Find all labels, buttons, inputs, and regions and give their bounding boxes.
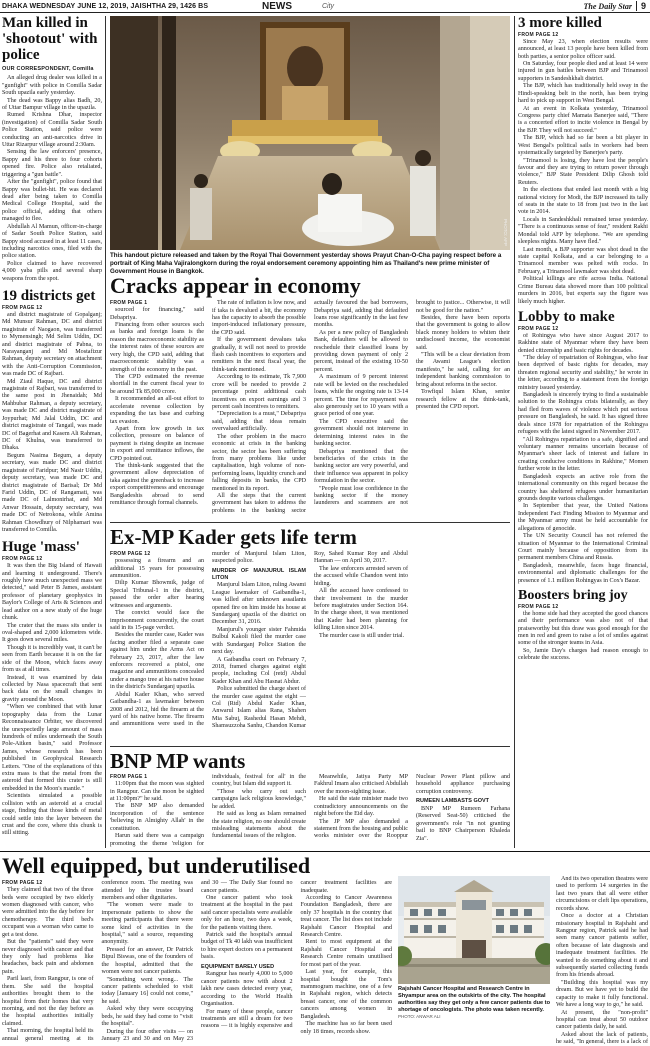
headline: Man killed in 'shootout' with police — [2, 16, 98, 63]
continued-from: FROM PAGE 12 — [518, 603, 559, 610]
section-rule — [110, 522, 510, 523]
paragraph: After the "gunfight", police found that Bappy was bullet-hit. He was declared dead after being taken to Comilla Medical College Hospital, said the police official, adding that others managed to flee. — [2, 179, 102, 223]
paragraph: EQUIPMENT BARELY USED — [201, 963, 275, 970]
paragraph: Bangladesh, meanwhile, faces huge financial, environmental and diplomatic challenges for the presence of 1.1 million Rohingyas in Cox's Bazar. — [518, 562, 648, 584]
masthead-date: DHAKA WEDNESDAY JUNE 12, 2019, JAISHTHA 29, 1426 BS — [2, 2, 209, 10]
caption-text: Rajshahi Cancer Hospital and Research Centre in Shyampur area on the outskirts of the city. The hospital authorities say they get only a few cancer patients due to shortage of oncologists. The photo was taken recently. — [398, 986, 551, 1013]
paragraph: 11:00pm that the moon was sighted in Rangpur. Can the moon be sighted at 11:00pm?" he said. — [110, 781, 204, 802]
paragraph: The BJP, which has traditionally held sway in the Hindi-speaking belt in the north, has been trying hard to pick up support in West Bengal. — [518, 83, 648, 105]
paragraph: The dead was Bappy alias Badh, 20, of Uttar Bampur village in the upazila. — [2, 97, 102, 111]
article-body — [110, 774, 510, 848]
paragraph: For many of these people, cancer treatments are still a dream for two reasons — it is highly expensive and cancer treatment facilities are inadequate. — [201, 880, 392, 1030]
paragraph: Manjurul Islam Liton, ruling Awami League lawmaker of Gaibandha-1, was killed after unknown assailants opened fire on him inside his house at Sundarganj upazila of the district on December 31, 2016. — [212, 582, 306, 626]
paragraph: The other problem in the macro economic at crisis in the banking sector, the sector has been suffering from many problems like under capitalisation, high volume of non-performing loans, liquidity crunch and falling deposits in banks, the CPD mentioned in its report. — [212, 433, 306, 492]
paragraph: Rangpur has nearly 4,000 to 5,000 cancer patients now with about 2 lakh new cases detected every year, according to the World Health Organisation. — [201, 971, 293, 1008]
paragraph: Md Ziaul Haque, DC and district magistrate of Rajbari, was transferred to the same post in Jhenaidah; Md Mahbubar Rahman, a deputy secretary, was made DC and district magistrate of Joypurhat; Md Jalal Uddin, DC and district magistrate of Tangail, was made DC of Bagerhat and Kasem Ali Rahman, DC of Khulna, was transferred to Dhaka. — [2, 378, 102, 452]
paragraph: The murder case is still under trial. — [319, 632, 405, 639]
headline: Well equipped, but underutilised — [2, 854, 311, 878]
headline: Boosters bring joy — [518, 588, 628, 604]
paragraph: Instead, it was examined by data collected by Nasa spacecraft that sent back data on the small changes in gravity around the Moon. — [2, 674, 102, 703]
paragraph: Apart from low growth in tax collection, pressure on balance of payment is rising despite an increase in export and remittance inflows, the CPD pointed out. — [110, 425, 204, 462]
paragraph: The crater that the mass sits under is oval-shaped and 2,000 kilometres wide. It goes down several miles. — [2, 622, 102, 644]
paragraph: The law enforcers arrested seven of the accused while Chandon went into hiding. — [314, 565, 408, 587]
photo-credit: PHOTO: AFP — [503, 219, 508, 246]
continued-from: FROM PAGE 12 — [2, 304, 43, 311]
paragraph-list — [110, 774, 510, 848]
story-bnp-mp — [110, 750, 510, 848]
hospital-photo — [398, 876, 550, 984]
paragraph: Sensing the law enforcers' presence, Bappy and his three to four cohorts opened fire. Police also retaliated, triggering a "gun battle". — [2, 149, 102, 178]
paragraph: The machine has so far been used only 18 times, records show. — [300, 1021, 392, 1035]
paragraph: "Trinamool is losing, they have lost the people's favour and they are trying to return power through violence," BJP State President Dilip Ghosh told Reuters. — [518, 157, 648, 186]
thai-pm-photo-image — [110, 16, 510, 250]
paragraph: All the accused have confessed to their involvement in the murder before magistrates under Section 164. In the charge sheet, it was mentioned that Kader had been planning for killing Liton since 2014. — [314, 588, 408, 632]
paragraph: Once a doctor at a Christian missionary hospital in Rajshahi and Rangpur region, Patrick said he had seen many cancer patients suffer, often because of late diagnosis and inadequate treatment facilities. He wanted to do something about it and subsequently started collecting funds from his friends abroad. — [556, 913, 648, 979]
paragraph: BNP MP Rumeen Farhana (Reserved Seat-50) criticised the government's role "in not granting bail to BNP Chairperson Khaleda Zia". — [416, 806, 510, 842]
hospital-photo-image — [398, 876, 550, 984]
paragraph: Scientists simulated a possible collision with an asteroid at a crucial stage, finding that those kinds of metal could settle into the layer between the crust and the core, where this chunk is still sitting. — [2, 793, 102, 837]
paragraph: Meanwhile, Jatiya Party MP Fakhrul Imam also criticised Abdullah over the moon-sighting issue. — [314, 774, 408, 795]
paragraph: Asked about the lack of patients, he said, "In general, there is a lack of — [556, 1031, 648, 1044]
paragraph-list — [110, 300, 510, 516]
headline: Cracks appear in economy — [110, 274, 361, 298]
paragraph: MURDER OF MANJURUL ISLAM LITON — [212, 567, 306, 581]
paragraph: "Those who carry out such campaigns lack religious knowledge," he added. — [212, 788, 306, 810]
paragraph: The convict would face the imprisonment concurrently, the court said in its 15-page verdict. — [110, 610, 204, 631]
continued-from: FROM PAGE 12 — [2, 880, 43, 887]
paragraph: Financing from other sources such as banks and foreign loans is the reason the macroeconomic stability as the interest rates of these sources are very high, the CPD said, adding that macroeconomic stability was a strength of the economy in the past. — [110, 322, 204, 373]
paragraph: Since May 23, when election results were announced, at least 13 people have been killed from both parties, a senior police officer said. — [518, 38, 648, 60]
paragraph: of Rohingya who have since August 2017 to Rakhine state of Myanmar where they have been denied citizenship and basic rights for decades. — [518, 332, 648, 354]
paragraph: A maximum of 9 percent interest rate will be levied on the rescheduled loans, while the ongoing rate is 13-14 percent. The time for repayment was also generously set to 10 years with a grace period of one year. — [314, 374, 408, 418]
paragraph: Rumed Krishna Dhar, inspector (investigation) of Comilla Sadar South Police Station, said police were conducting an anti-narcotics drive in Uttar Rizarpur village around 2:30am. — [2, 112, 102, 149]
paragraph: A Gaibandha court on February 7, 2018, framed charges against eight people, including Col (retd) Abdul Kader Khan and Abu Hasnat Abdur. — [212, 656, 306, 685]
headline: Ex-MP Kader gets life term — [110, 526, 357, 549]
paragraph: The think-tank suggested that the government allow depreciation of taka against the greenback to increase export competitiveness and encourage Bangladeshis abroad to send remittance through formal channels. — [110, 463, 204, 507]
continued-from: FROM PAGE 12 — [518, 325, 559, 332]
paragraph: Abdullah Al Mamun, officer-in-charge of Sadar South Police Station, said Bappy stood accused in at least 11 cases, including narcotics ones, filed with the police station. — [2, 223, 102, 260]
paragraph: "When we combined that with lunar topography data from the Lunar Reconnaissance Orbiter, we discovered the unexpectedly large amount of mass hundreds of miles underneath the South Pole-Aitken basin," said Professor James, whose research has been published in Geophysical Research Letters. "One of the explanations of this extra mass is that the metal from the asteroid that formed this crater is still embedded in the Moon's mantle." — [2, 704, 102, 792]
paragraph: Police submitted the charge sheet of the murder case against the eight — Col (Rtd) Abdul Kader Khan, Anwarul Islam alias Rana, Shahen Mia Sabuj, Rashedul Hasan Mehdi, Shamsuzzoha Sanhu, Chandon Kumar Roy, Sahed Kumar Roy and Abdul Hannan — on April 30, 2017. — [212, 551, 408, 730]
continued-from: FROM PAGE 1 — [110, 300, 148, 307]
paragraph: He said as long as Islam remained the state religion, no one should create misleading statements about the fundamental issues of the religion. — [212, 811, 306, 840]
headline: BNP MP wants — [110, 750, 246, 773]
paragraph: Though it is incredibly vast, it can't be seen from Earth because it is on the far side of the Moon, which faces away from us at all times. — [2, 644, 102, 674]
paragraph: The UN Security Council has not referred the situation of Myanmar to the International Criminal Court mainly because of opposition from its permanent members China and Russia. — [518, 533, 648, 562]
paragraph: As per a new policy of Bangladesh Bank, defaulters will be allowed to reschedule their classified loans by providing down payment of only 2 percent, instead of the existing 10-50 percent. — [314, 329, 408, 373]
paragraph: Towfiqul Islam Khan, senior research fellow at the think-tank, presented the CPD report. — [416, 389, 510, 410]
paragraph: The BJP, which had so far been a bit player in West Bengal's political sails in workers had been systematically targeted by Banerjee's party. — [518, 135, 648, 157]
paragraph: "Depreciation is a must," Debapriya said, adding that ideas remain overvalued artificially. — [212, 411, 306, 433]
paragraph: If the government devalues taka gradually, it will not need to provide flash cash incentives to exporters and remitters in the next fiscal year, the think-tank mentioned. — [212, 337, 306, 373]
hospital-photo-caption — [398, 986, 550, 1021]
headline: 3 more killed — [518, 16, 602, 31]
paragraph: On Saturday, four people died and at least 14 were injured in gun battles between BJP and Trinamool supporters in Sandeshkhali district. — [518, 61, 648, 82]
story-ex-mp-kader — [110, 526, 510, 744]
section-rule — [0, 851, 650, 852]
paragraph: "The women were made to impersonate patients to show the meeting participants that there were some kind of activities in the hospital," said a source, requesting anonymity. — [101, 902, 193, 946]
paragraph: According to Cancer Awareness Foundation Bangladesh, there are only 37 hospitals in the country that treat cancer. The list does not include Rajshahi Cancer Hospital and Research Centre. — [300, 894, 392, 939]
story-man-killed — [2, 16, 102, 283]
paragraph: Besides, there have been reports that the government is going to allow black money holders to whiten their undisclosed income, the economist said. — [416, 314, 510, 351]
article-body — [110, 300, 510, 516]
paragraph: Last year, for example, this hospital bought the Tom's mammogram machine, one of a few in Rajshahi region, which detects breast cancer, one of the common cancers among women in Bangladesh. — [300, 969, 392, 1020]
paragraph: Abdul Kader Khan, who served Gaibandha-1 as lawmaker between 2008 and 2012, hid the firearm at the yard of his native home. The firearm and ammunitions were used in the murder of Manjurul Islam Liton, suspected police. — [110, 551, 306, 728]
story-19-districts — [2, 289, 102, 534]
masthead — [0, 0, 650, 13]
story-cracks-economy — [110, 274, 510, 520]
paragraph-list — [556, 876, 648, 1044]
paragraph: The CPD estimated the revenue shortfall in the current fiscal year to be around Tk 85,000 crore. — [110, 373, 204, 395]
headline: Lobby to make — [518, 308, 615, 325]
masthead-city: City — [322, 2, 335, 10]
paragraph: sourced for financing," said Debapriya. — [110, 307, 204, 321]
paragraph: Debapriya mentioned that the beneficiaries of the crisis in the banking sector are very powerful, and their influence was apparent in policy formulation in the sector. — [314, 448, 408, 485]
column-rule — [105, 16, 106, 848]
paragraph: An alleged drug dealer was killed in a "gunfight" with police in Comilla Sadar South upazila early yesterday. — [2, 75, 102, 97]
headline: Huge 'mass' — [2, 539, 80, 556]
paragraph: During the four other visits — on January 23 and 30 and on May 23 and 30 — The Daily Star found no cancer patients. — [101, 880, 293, 1042]
paragraph: Asked why they were occupying beds, he said they had come to "visit the hospital". — [101, 1006, 193, 1028]
paragraph: and district magistrate of Gopalganj; Md Munsur Rahman, DC and district magistrate of Naogaon, was transferred to Mymensingh; Md Selim Uddin, DC and district magistrate of Pabna, to Narayanganj and Md Mostafizur Rahman, deputy secretary on attachment with the Anti-Corruption Commission, was made DC of Rajbari. — [2, 311, 102, 378]
byline: OUR CORRESPONDENT, Comilla — [2, 66, 94, 73]
article-body — [110, 551, 510, 743]
paragraph: The JP MP also demanded a statement from the housing and public works minister over the Rooppur Nuclear Power Plant pillow and household appliance purchasing corruption controversy. — [314, 774, 510, 840]
paragraph: Manjurul's younger sister Fahmida Bulbul Kakoli filed the murder case with Sundarganj Police Station the next day. — [212, 626, 306, 656]
headline: 19 districts get — [2, 288, 96, 305]
paragraph: He said the state minister made two contradictory announcements on the night before the Eid day. — [314, 796, 408, 818]
paragraph: "This will be a clear deviation from the Awami League's election manifesto," he said, calling for an independent banking commission to bring about reforms in the sector. — [416, 352, 510, 388]
story-well-equipped-continued — [556, 876, 648, 1044]
paragraph: Paril lasri, from Rangpur, is one of them. She said the hospital authorities brought them to the hospital from their homes that very morning, and not the day before as the hospital authorities initially claimed. — [2, 976, 94, 1027]
thai-pm-photo — [110, 16, 510, 250]
paragraph: "Building this hospital was my dream. But we have yet to build the capacity to make it fully functional. We have a long way to go," he said. — [556, 979, 648, 1009]
paragraph: Bangladesh is sincerely trying to find a sustainable solution to the Rohingya crisis bilaterally, as they had fled from waves of violence which put serious pressure on Bangladesh, he said. It has signed three deals since 1978 for repatriation of the Rohingya refugees with the latest signed in November 2017. — [518, 392, 648, 436]
story-3-more-killed — [518, 16, 648, 306]
paragraph: The CPD executive said the government should not intervene in determining interest rates in the banking sector. — [314, 418, 408, 448]
paragraph: One cancer patient who took treatment at the hospital in the past said cancer specialists were available only for an hour, two days a week, for the patients visiting there. — [201, 894, 293, 931]
paragraph: "The delay of repatriation of Rohingyas, who fear been deprived of basic rights for decades, may threaten regional security and stability," he wrote in the letter, according to a statement from the foreign ministry issued yesterday. — [518, 354, 648, 391]
paragraph: The rate of inflation is low now, and if taka is devalued a bit, the economy has the capacity to absorb the possible import-induced inflationary pressure, the CPD said. — [212, 300, 306, 336]
section-rule — [110, 746, 510, 747]
article-body — [2, 880, 392, 1044]
paragraph: In the elections that ended last month with a big national victory for Modi, the BJP increased its tally of seats in the state to 18 from just two in the last vote in 2014. — [518, 187, 648, 216]
story-well-equipped — [2, 854, 392, 1046]
story-lobby-to-make — [518, 310, 648, 585]
paragraph: They claimed that two of the three beds were occupied by two elderly women diagnosed with cancer, who were admitted into the day before for chemotherapy. The third bed's occupant was a woman who came to get a test done. — [2, 887, 94, 938]
article-body — [2, 312, 102, 535]
paragraph: In September that year, the United Nations Independent Fact Finding Mission to Myanmar and the Myanmar army must be held accountable for allegations of genocide. — [518, 503, 648, 532]
paragraph: RUMEEN LAMBASTS GOVT — [416, 798, 490, 805]
paragraph: But the "patients" said they were never diagnosed with cancer and that they only had problems like headaches, back pain and abdomen pain. — [2, 939, 94, 975]
paragraph: So, Jamie Day's charges had reason enough to celebrate the success. — [518, 647, 648, 662]
paragraph: The BNP MP also demanded incorporation of the sentence 'believing in Almighty Allah' in the constitution. — [110, 803, 204, 832]
story-huge-mass — [2, 540, 102, 837]
article-body — [518, 611, 648, 663]
story-boosters — [518, 589, 648, 663]
paragraph: Pressed for an answer, Dr Patrick Bipul Biswas, one of the founders of the hospital, admitted that the women were not cancer patients. — [101, 946, 193, 976]
paragraph: Begum Nasima Begum, a deputy secretary, was made DC and district magistrate of Faridpur; Md Nasir Uddin, deputy secretary, was made DC and district magistrate of Barisal; Dr Md Farid Uddin, DC of Rangamati, was made DC of Lalmonirhat, and Md Anwar Hossain, deputy secretary, was made DC of Netrokona, while Amina Rahman Chowdhury of Nilphamari was transferred to Comilla. — [2, 452, 102, 534]
masthead-section: NEWS — [262, 0, 292, 12]
paragraph: possessing a firearm and an additional 15 years for possessing ammunition. — [110, 558, 204, 579]
paragraph: Besides the murder case, Kader was facing another filed a separate case against him under the Arms Act on February 23, 2017, after the law enforcers recovered a pistol, one magazine and ammunitions concealed under a mango tree at his native house in the district's Sundarganj upazila. — [110, 632, 204, 691]
masthead-paper-name: The Daily Star — [583, 1, 632, 11]
paragraph: Harun said there was a campaign promoting the theme 'religion for individuals, festival for all' in the country, but Islam did support it. — [110, 774, 306, 847]
continued-from: FROM PAGE 1 — [110, 774, 148, 781]
photo-credit: PHOTO: ANWAR ALI — [398, 1013, 441, 1019]
paragraph: At present, the "non-profit" hospital can treat about 50 outdoor cancer patients daily, he said. — [556, 1009, 648, 1031]
paragraph: And its two operation theatres were used to perform 14 surgeries in the last two years that all were either circumcisions or cleft lips operations, records show. — [556, 876, 648, 912]
paragraph: Last month, a BJP supporter was shot dead in the state capital Kolkata, and a car belonging to a Trinamool member was pelted with rocks. In February, a Trinamool lawmaker was shot dead. — [518, 246, 648, 275]
paragraph: It was then the Big Island of Hawaii and learning it underground. There's roughly how much unexpected mass we detected," said Peter B James, assistant professor of planetary geophysics in Baylor's College of Arts & Sciences and lead author on a new study of the huge chunk. — [2, 563, 102, 622]
continued-from: FROM PAGE 12 — [110, 551, 151, 558]
continued-from: FROM PAGE 12 — [2, 556, 43, 563]
paragraph: That morning, the hospital held its annual general meeting at its conference room. The meeting was attended by the trustee board members and other dignitaries. — [2, 880, 193, 1042]
paragraph: Political killings are rife across India. National Crime Bureau data showed more than 100 political murders in 2016, but experts say the figure was likely much higher. — [518, 276, 648, 305]
paragraph: "All Rohingya repatriation to a safe, dignified and voluntary manner remains uncertain because of Myanmar's sheer lack of interest and failure in creating conducive conditions in Rakhine," Momen further wrote in the letter. — [518, 436, 648, 473]
column-rule — [514, 16, 515, 848]
photo-caption: This handout picture released and taken by the Royal Thai Government yesterday shows Prayut Chan-O-Cha paying respect before a portrait of King Maha Vajiralongkorn during the royal endorsement ceremony appointing him as Thailand's new prime minister of Government House in Bangkok. — [110, 252, 502, 275]
paragraph: At an event in Kolkata yesterday, Trinamool Congress party chief Mamata Banerjee said, "There is a concerted effort to incite violence in Bengal by the BJP. They will not succeed." — [518, 105, 648, 134]
masthead-page-number: 9 — [636, 1, 650, 11]
paragraph: It recommended an all-out effort to accelerate revenue collection by expanding the tax base and curbing tax evasion. — [110, 396, 204, 425]
paragraph: Dilip Kumar Bhowmik, judge of Special Tribunal-1 in the district, passed the order after hearing witnesses and arguments. — [110, 580, 204, 609]
right-column — [518, 16, 648, 848]
paragraph: Police claimed to have recovered 4,000 yaba pills and several sharp weapons from the spot. — [2, 260, 102, 282]
article-body — [2, 75, 102, 283]
paragraph: Patrick said the hospital's annual budget of Tk 40 lakh was insufficient to hire expert doctors on a permanent basis. — [201, 932, 293, 961]
paragraph: "People must lose confidence in the banking sector if the money launderers and scammers are not brought to justice... Otherwise, it will not be good for the nation." — [314, 300, 510, 507]
paragraph: the home side had they accepted the good chances and their performance was also not of that praiseworthy but this draw was good enough for the men in red and green to raise a lot of smiles against some of the stronger teams in Asia. — [518, 610, 648, 647]
paragraph: Bangladesh expects an active role from the international community on this regard because the country has sheltered refugees under humanitarian grounds despite various challenges. — [518, 473, 648, 502]
continued-from: FROM PAGE 12 — [518, 31, 559, 38]
paragraph: "Something went wrong... The cancer patients scheduled to visit today [January 16] could not come," he said. — [101, 976, 193, 1005]
paragraph: Locals in Sandeshkhali remained tense yesterday. "There is a continuous sense of fear," resident Rakhi Mondal told AFP by telephone. "We are spending sleepless nights. Many have fled." — [518, 216, 648, 246]
paragraph-list — [2, 880, 392, 1044]
paragraph-list — [110, 551, 408, 743]
paragraph: All the steps that the current government has taken to address the problems in the banking sector actually favoured the bad borrowers, Debapriya said, adding that defaulted loans rose significantly in the last few months. — [212, 300, 408, 514]
article-body — [2, 563, 102, 838]
paragraph: According to its estimate, Tk 7,900 crore will be needed to provide 2 percentage point additional cash incentives on export earnings and 3 percent cash incentives to remitters. — [212, 374, 306, 410]
paragraph: Rent to most equipment at the Rajshahi Cancer Hospital and Research Centre remain unutilised for most part of the year. — [300, 939, 392, 968]
article-body — [518, 333, 648, 585]
article-body — [518, 39, 648, 306]
